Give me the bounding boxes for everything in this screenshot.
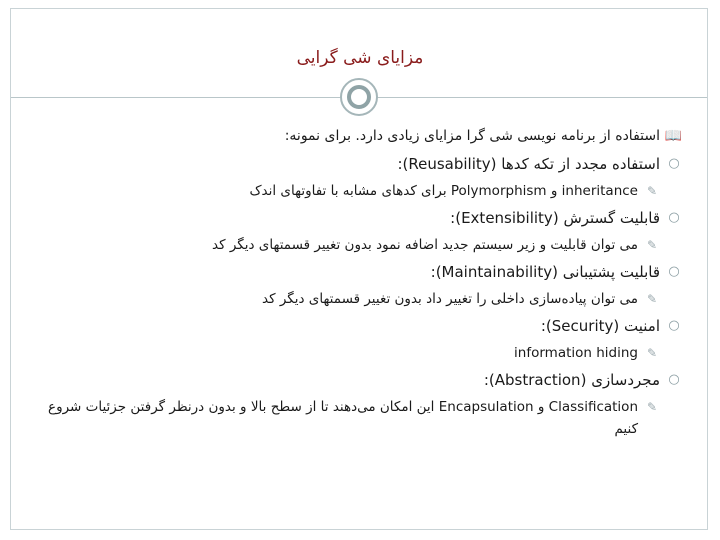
list-item-text: information hiding — [514, 344, 638, 361]
slide-content — [40, 122, 682, 442]
list-item-text: inheritance و Polymorphism برای کدهای مشابه با تفاوتهای اندک — [249, 182, 638, 199]
list-item — [40, 394, 660, 442]
intro-bullet — [40, 122, 682, 149]
list-item — [40, 178, 660, 203]
pencil-icon: ✎ — [646, 400, 658, 414]
list-item — [40, 311, 682, 340]
list-item-text: استفاده مجدد از تکه کدها (Reusability): — [397, 154, 660, 173]
list-item-text: مجردسازی (Abstraction): — [483, 370, 660, 389]
list-item — [40, 286, 660, 311]
list-item-text: قابلیت پشتیبانی (Maintainability): — [430, 262, 660, 281]
list-item — [40, 365, 682, 394]
pencil-icon: ✎ — [646, 291, 658, 306]
pencil-icon: ✎ — [646, 345, 658, 360]
hollow-circle-icon: ○ — [668, 210, 680, 225]
slide-title: مزایای شی گرایی — [296, 48, 424, 68]
list-item — [40, 149, 682, 178]
list-item — [40, 232, 660, 257]
list-item — [40, 257, 682, 286]
ring-inner-circle — [347, 85, 371, 109]
intro-text: استفاده از برنامه نویسی شی گرا مزایای زیادی دارد. برای نمونه: — [284, 127, 660, 144]
list-item — [40, 203, 682, 232]
hollow-circle-icon: ○ — [668, 372, 680, 387]
list-item — [40, 340, 660, 365]
divider-ring-ornament — [340, 78, 378, 116]
hollow-circle-icon: ○ — [668, 156, 680, 171]
pencil-icon: ✎ — [646, 237, 658, 252]
list-item-text: قابلیت گسترش (Extensibility): — [450, 208, 660, 227]
list-item-text: Classification و Encapsulation این امکان می‌دهند تا از سطح بالا و بدون درنظر گرفتن جزئیات شروع کنیم — [48, 399, 638, 437]
pencil-icon: ✎ — [646, 183, 658, 198]
hollow-circle-icon: ○ — [668, 318, 680, 333]
hollow-circle-icon: ○ — [668, 264, 680, 279]
book-icon: 📖 — [664, 127, 682, 144]
list-item-text: می توان قابلیت و زیر سیستم جدید اضافه نمود بدون تغییر قسمتهای دیگر کد — [212, 236, 638, 253]
list-item-text: می توان پیاده‌سازی داخلی را تغییر داد بدون تغییر قسمتهای دیگر کد — [262, 290, 638, 307]
list-item-text: امنیت (Security): — [540, 316, 660, 335]
